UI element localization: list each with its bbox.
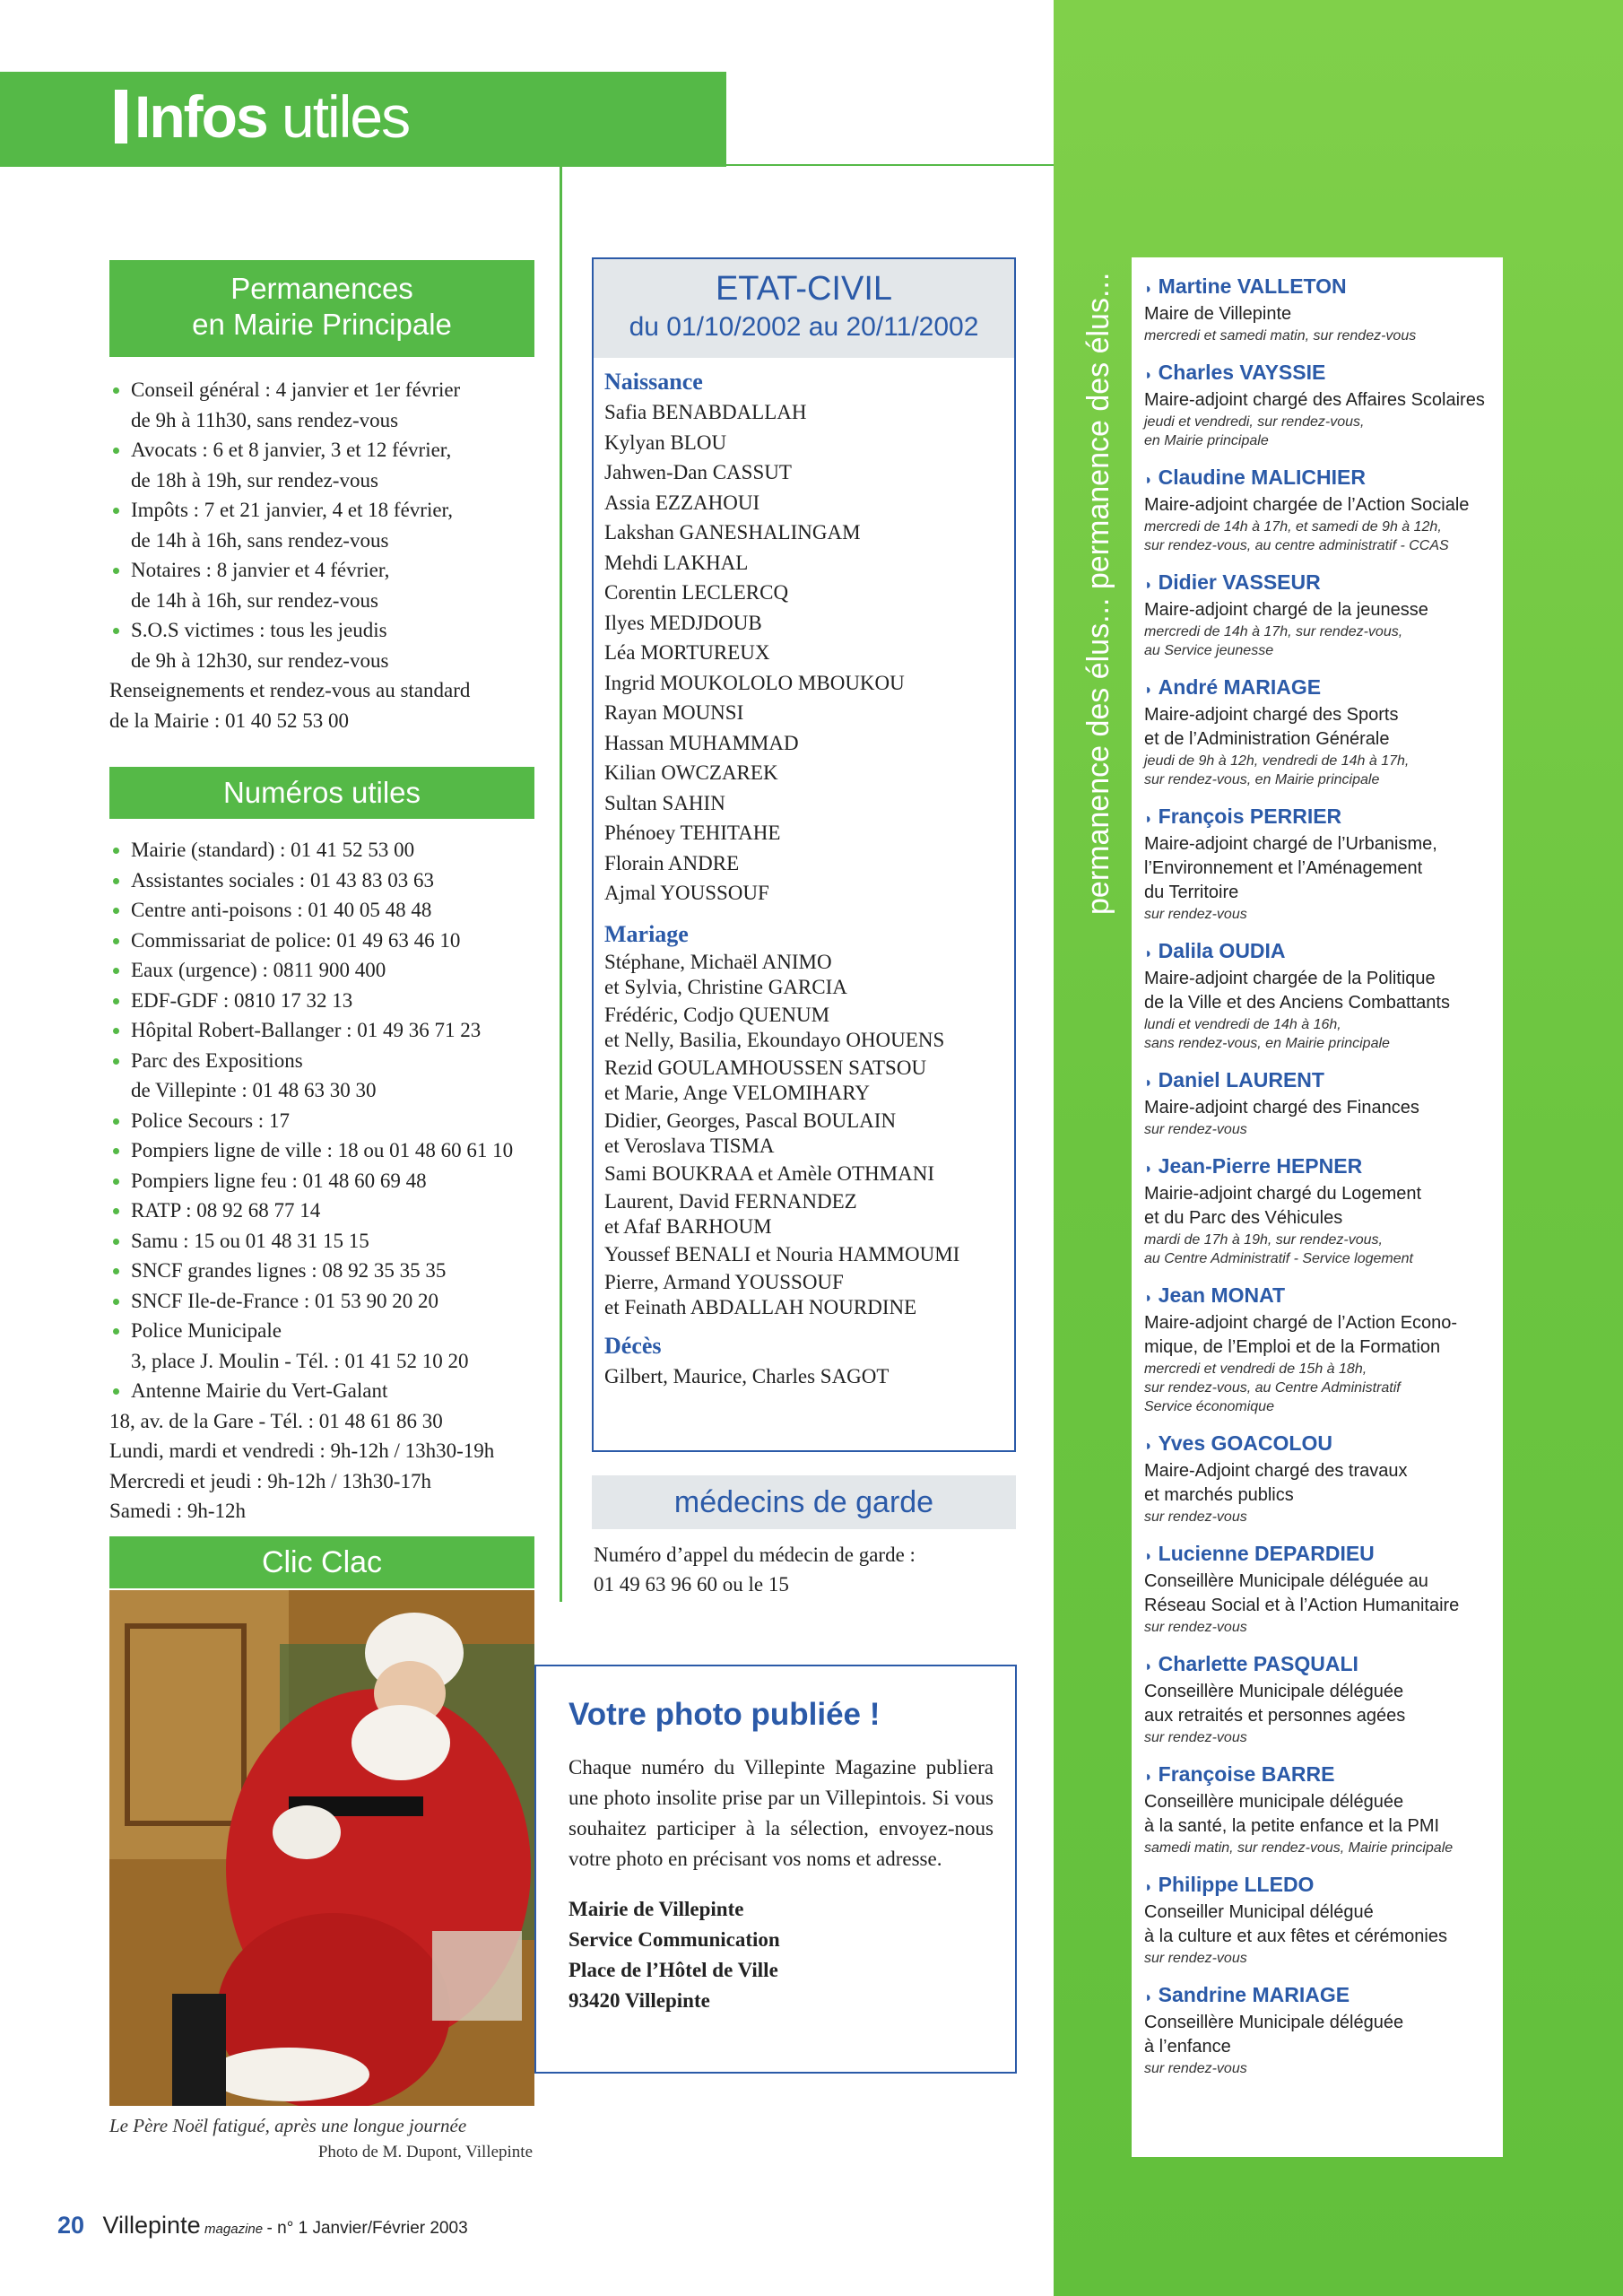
bullet-dot xyxy=(113,1058,119,1065)
numeros-list xyxy=(109,835,558,1526)
mariage-line2: et Nelly, Basilia, Ekoundayo OHOUENS xyxy=(604,1028,945,1051)
elu-role: Maire-adjoint chargé des Affaires Scolaires xyxy=(1144,390,1485,410)
elu-name xyxy=(1144,465,1490,493)
permanence-line2: de 14h à 16h, sur rendez-vous xyxy=(131,588,378,612)
mariage-title: Mariage xyxy=(604,920,689,947)
bullet-dot xyxy=(113,1118,119,1125)
elu-note: sur rendez-vous, au Centre Administratif xyxy=(1144,1380,1401,1396)
elu-role: Maire-adjoint chargée de l’Action Sociale xyxy=(1144,495,1470,515)
bullet-dot xyxy=(113,938,119,944)
elu-name xyxy=(1144,1541,1490,1570)
bullet-dot xyxy=(113,1028,119,1034)
elu-note: sur rendez-vous xyxy=(1144,2061,1247,2076)
elu-bullet-icon: ◗ xyxy=(1144,1291,1153,1306)
naissance-name: Rayan MOUNSI xyxy=(604,701,744,724)
mariage-item xyxy=(604,950,1003,1000)
numero-item xyxy=(109,1196,558,1226)
elu-item xyxy=(1144,804,1490,924)
elu-bullet-icon: ◗ xyxy=(1144,473,1153,488)
elu-note: au Service jeunesse xyxy=(1144,643,1274,658)
elu-item xyxy=(1144,1067,1490,1139)
bullet-dot xyxy=(113,568,119,574)
column-divider xyxy=(560,167,562,1602)
mariage-line1: Didier, Georges, Pascal BOULAIN xyxy=(604,1109,897,1132)
elu-bullet-icon: ◗ xyxy=(1144,282,1153,297)
elu-bullet-icon: ◗ xyxy=(1144,1549,1153,1564)
bullet-dot xyxy=(113,387,119,394)
elu-note: au Centre Administratif - Service logement xyxy=(1144,1251,1413,1266)
mariage-item xyxy=(604,1161,1003,1187)
numero-text: Pompiers ligne de ville : 18 ou 01 48 60 61 10 xyxy=(131,1139,514,1161)
numero-text: Pompiers ligne feu : 01 48 60 69 48 xyxy=(131,1169,427,1192)
elu-role: Conseillère Municipale déléguée xyxy=(1144,1682,1404,1701)
elu-note: sur rendez-vous xyxy=(1144,1122,1247,1137)
elu-note: sur rendez-vous xyxy=(1144,1509,1247,1525)
elu-name-text: Martine VALLETON xyxy=(1158,274,1347,298)
elu-name-text: Charles VAYSSIE xyxy=(1158,361,1326,384)
elu-role: Maire de Villepinte xyxy=(1144,304,1292,324)
elu-name-text: André MARIAGE xyxy=(1158,675,1322,699)
numero-text: EDF-GDF : 0810 17 32 13 xyxy=(131,988,353,1012)
bullet-dot xyxy=(113,508,119,514)
elu-note: mercredi et samedi matin, sur rendez-vous xyxy=(1144,328,1417,344)
elu-name-text: François PERRIER xyxy=(1158,804,1342,828)
elu-note: sur rendez-vous xyxy=(1144,1951,1247,1966)
elu-name xyxy=(1144,938,1490,967)
mariage-list xyxy=(604,950,1003,1320)
bullet-dot xyxy=(113,628,119,634)
permanence-item xyxy=(109,555,549,615)
elu-item xyxy=(1144,1872,1490,1968)
elu-role: et de l’Administration Générale xyxy=(1144,729,1390,749)
elu-item xyxy=(1144,1761,1490,1857)
mariage-item xyxy=(604,1242,1003,1267)
numero-text: Lundi, mardi et vendredi : 9h-12h / 13h30-19h xyxy=(109,1439,495,1462)
bullet-dot xyxy=(113,908,119,914)
naissance-name: Hassan MUHAMMAD xyxy=(604,731,799,754)
numero-text: Antenne Mairie du Vert-Galant xyxy=(131,1379,388,1402)
photo-credit: Photo de M. Dupont, Villepinte xyxy=(317,2143,533,2161)
naissance-name: Assia EZZAHOUI xyxy=(604,491,760,514)
bullet-dot xyxy=(113,1178,119,1185)
bullet-dot xyxy=(113,448,119,454)
elu-role: aux retraités et personnes agées xyxy=(1144,1706,1406,1726)
permanence-line2: de 9h à 12h30, sur rendez-vous xyxy=(131,648,389,672)
elu-role: Maire-adjoint chargé de l’Action Econo- xyxy=(1144,1313,1458,1333)
elu-note: mercredi et vendredi de 15h à 18h, xyxy=(1144,1361,1367,1377)
elu-note: sans rendez-vous, en Mairie principale xyxy=(1144,1036,1390,1051)
naissance-name: Ilyes MEDJDOUB xyxy=(604,611,762,634)
photo-publiee-box xyxy=(534,1665,1017,2074)
elu-role: Conseillère Municipale déléguée au xyxy=(1144,1571,1428,1591)
elu-name-text: Daniel LAURENT xyxy=(1158,1068,1324,1091)
naissance-name: Sultan SAHIN xyxy=(604,791,725,814)
elu-note: mercredi de 14h à 17h, sur rendez-vous, xyxy=(1144,624,1403,639)
mariage-line1: Frédéric, Codjo QUENUM xyxy=(604,1003,830,1026)
permanence-line2: de 9h à 11h30, sans rendez-vous xyxy=(131,408,399,431)
bullet-dot xyxy=(113,1268,119,1274)
elu-note: sur rendez-vous xyxy=(1144,1620,1247,1635)
footer xyxy=(57,2212,468,2239)
deces-name: Gilbert, Maurice, Charles SAGOT xyxy=(604,1364,890,1387)
address-line: 93420 Villepinte xyxy=(568,1989,710,2012)
bullet-dot xyxy=(113,968,119,974)
elu-item xyxy=(1144,1431,1490,1526)
elu-note: lundi et vendredi de 14h à 16h, xyxy=(1144,1017,1341,1032)
mariage-line2: et Afaf BARHOUM xyxy=(604,1214,772,1238)
permanence-line2: de 18h à 19h, sur rendez-vous xyxy=(131,468,378,491)
elu-role: à la culture et aux fêtes et cérémonies xyxy=(1144,1926,1447,1946)
naissance-name: Phénoey TEHITAHE xyxy=(604,822,781,844)
santa-illustration xyxy=(109,1590,534,2106)
elu-item xyxy=(1144,938,1490,1053)
elu-bullet-icon: ◗ xyxy=(1144,1990,1153,2005)
elu-role: et marchés publics xyxy=(1144,1485,1294,1505)
elu-name-text: Yves GOACOLOU xyxy=(1158,1431,1332,1455)
elu-role: Maire-adjoint chargé des Finances xyxy=(1144,1098,1419,1118)
elu-note: jeudi et vendredi, sur rendez-vous, xyxy=(1144,414,1365,430)
elu-item xyxy=(1144,465,1490,555)
elu-bullet-icon: ◗ xyxy=(1144,1659,1153,1674)
mariage-line1: Laurent, David FERNANDEZ xyxy=(604,1189,857,1213)
mariage-item xyxy=(604,1189,1003,1239)
address-line: Mairie de Villepinte xyxy=(568,1898,744,1920)
page-title-bold: Infos xyxy=(135,83,267,150)
elu-name xyxy=(1144,570,1490,598)
numero-text: Hôpital Robert-Ballanger : 01 49 36 71 23 xyxy=(131,1019,482,1041)
mariage-line2: et Veroslava TISMA xyxy=(604,1134,775,1157)
numero-item xyxy=(109,1406,558,1437)
elu-name-text: Charlette PASQUALI xyxy=(1158,1652,1358,1675)
elu-item xyxy=(1144,1982,1490,2078)
medecins-heading: médecins de garde xyxy=(592,1475,1016,1529)
naissance-name: Léa MORTUREUX xyxy=(604,641,770,664)
mariage-line2: et Feinath ABDALLAH NOURDINE xyxy=(604,1295,917,1318)
permanence-item xyxy=(109,495,549,555)
naissance-name: Mehdi LAKHAL xyxy=(604,551,749,574)
renseignements-line1: Renseignements et rendez-vous au standard xyxy=(109,679,471,701)
elu-role: Conseillère Municipale déléguée xyxy=(1144,2013,1404,2032)
mariage-line1: Stéphane, Michaël ANIMO xyxy=(604,950,832,973)
numeros-heading: Numéros utiles xyxy=(109,767,534,819)
etat-civil-header xyxy=(594,259,1014,358)
permanence-line1: Avocats : 6 et 8 janvier, 3 et 12 février, xyxy=(131,439,452,461)
numero-text: de Villepinte : 01 48 63 30 30 xyxy=(131,1079,377,1101)
permanences-heading xyxy=(109,260,534,357)
elu-name-text: Claudine MALICHIER xyxy=(1158,465,1366,489)
etat-civil-title: ETAT-CIVIL xyxy=(715,270,893,308)
elu-bullet-icon: ◗ xyxy=(1144,1880,1153,1895)
elu-note: mercredi de 14h à 17h, et samedi de 9h à 12h, xyxy=(1144,519,1442,535)
elu-role: à l’enfance xyxy=(1144,2037,1231,2057)
numero-text: SNCF Ile-de-France : 01 53 90 20 20 xyxy=(131,1289,439,1312)
elu-item xyxy=(1144,1651,1490,1747)
numero-text: Assistantes sociales : 01 43 83 03 63 xyxy=(131,868,434,891)
elu-bullet-icon: ◗ xyxy=(1144,946,1153,961)
naissance-name: Corentin LECLERCQ xyxy=(604,581,789,604)
permanence-item xyxy=(109,435,549,495)
bullet-dot xyxy=(113,1388,119,1395)
elu-role: Maire-adjoint chargé de la jeunesse xyxy=(1144,600,1428,620)
numero-item xyxy=(109,926,558,956)
elu-bullet-icon: ◗ xyxy=(1144,1770,1153,1785)
mariage-line1: Pierre, Armand YOUSSOUF xyxy=(604,1270,844,1293)
medecins-text-line2: 01 49 63 96 60 ou le 15 xyxy=(594,1573,789,1596)
permanences-heading-line1: Permanences xyxy=(230,272,413,305)
elu-role: Réseau Social et à l’Action Humanitaire xyxy=(1144,1596,1460,1615)
clic-clac-heading: Clic Clac xyxy=(109,1536,534,1588)
numero-text: Mercredi et jeudi : 9h-12h / 13h30-17h xyxy=(109,1469,431,1492)
naissance-name: Jahwen-Dan CASSUT xyxy=(604,461,792,483)
deces-title: Décès xyxy=(604,1332,662,1359)
elu-note: sur rendez-vous, en Mairie principale xyxy=(1144,772,1380,787)
numero-text: Centre anti-poisons : 01 40 05 48 48 xyxy=(131,899,432,921)
elu-name xyxy=(1144,360,1490,388)
mariage-line1: Youssef BENALI et Nouria HAMMOUMI xyxy=(604,1242,960,1265)
numero-text: Commissariat de police: 01 49 63 46 10 xyxy=(131,928,461,952)
mariage-line1: Rezid GOULAMHOUSSEN SATSOU xyxy=(604,1056,927,1079)
bullet-dot xyxy=(113,998,119,1004)
elu-note: en Mairie principale xyxy=(1144,433,1269,448)
medecins-text-line1: Numéro d’appel du médecin de garde : xyxy=(594,1544,916,1566)
photo-publiee-text: Chaque numéro du Villepinte Magazine publiera une photo insolite prise par un Villepintois. Si vous souhaitez participer à la sélection, envoyez-nous votre photo en précisant vos noms et adresse. xyxy=(568,1756,994,1870)
numero-item xyxy=(109,1046,558,1076)
naissance-title: Naissance xyxy=(604,369,703,395)
numero-text: Eaux (urgence) : 0811 900 400 xyxy=(131,959,386,981)
photo-publiee-address xyxy=(568,1894,994,2016)
numero-item xyxy=(109,1286,558,1317)
elu-name-text: Françoise BARRE xyxy=(1158,1762,1335,1786)
numero-text: Parc des Expositions xyxy=(131,1048,303,1072)
mariage-item xyxy=(604,1056,1003,1106)
naissance-name: Kylyan BLOU xyxy=(604,430,727,454)
numero-item xyxy=(109,1015,558,1046)
header-rule xyxy=(726,164,1054,166)
elu-name-text: Dalila OUDIA xyxy=(1158,939,1286,962)
elu-role: Conseiller Municipal délégué xyxy=(1144,1902,1374,1922)
naissance-name: Lakshan GANESHALINGAM xyxy=(604,521,861,544)
numero-item xyxy=(109,1075,558,1106)
elu-name xyxy=(1144,1067,1490,1096)
permanence-line2: de 14h à 16h, sans rendez-vous xyxy=(131,528,389,552)
elu-note: sur rendez-vous xyxy=(1144,907,1247,922)
elu-item xyxy=(1144,360,1490,450)
elu-role: mique, de l’Emploi et de la Formation xyxy=(1144,1337,1441,1357)
numero-item xyxy=(109,835,558,865)
elu-name-text: Jean-Pierre HEPNER xyxy=(1158,1154,1363,1178)
deces-list xyxy=(604,1361,1003,1392)
permanence-line1: S.O.S victimes : tous les jeudis xyxy=(131,619,387,641)
elu-note: jeudi de 9h à 12h, vendredi de 14h à 17h, xyxy=(1144,753,1410,769)
renseignements-line2: de la Mairie : 01 40 52 53 00 xyxy=(109,709,350,732)
numero-item xyxy=(109,1496,558,1526)
footer-issue: - n° 1 Janvier/Février 2003 xyxy=(266,2219,468,2238)
elus-vertical-heading: permanence des élus... permanence des élus... xyxy=(1081,272,1115,915)
mariage-line2: et Sylvia, Christine GARCIA xyxy=(604,975,847,998)
numero-item xyxy=(109,895,558,926)
elus-list-box xyxy=(1132,257,1503,2157)
permanence-item xyxy=(109,615,549,675)
naissance-name: Florain ANDRE xyxy=(604,851,740,874)
mariage-item xyxy=(604,1003,1003,1053)
mariage-line1: Sami BOUKRAA et Amèle OTHMANI xyxy=(604,1161,934,1185)
elu-item xyxy=(1144,1283,1490,1416)
permanence-line1: Impôts : 7 et 21 janvier, 4 et 18 février, xyxy=(131,499,454,521)
bullet-dot xyxy=(113,1239,119,1245)
permanences-list xyxy=(109,375,549,735)
numero-item xyxy=(109,955,558,986)
numero-text: Police Secours : 17 xyxy=(131,1109,290,1132)
elu-name xyxy=(1144,674,1490,703)
permanence-line1: Conseil général : 4 janvier et 1er février xyxy=(131,378,461,401)
elu-name-text: Jean MONAT xyxy=(1158,1283,1286,1307)
naissance-name: Ajmal YOUSSOUF xyxy=(604,882,769,904)
naissance-list xyxy=(604,397,1003,909)
elu-name-text: Philippe LLEDO xyxy=(1158,1873,1315,1896)
elu-role: Maire-adjoint chargé de l’Urbanisme, xyxy=(1144,834,1437,854)
numero-item xyxy=(109,1346,558,1377)
elu-name xyxy=(1144,1872,1490,1900)
elu-item xyxy=(1144,1541,1490,1637)
elu-name-text: Didier VASSEUR xyxy=(1158,570,1321,594)
numero-text: Samedi : 9h-12h xyxy=(109,1500,247,1522)
elu-bullet-icon: ◗ xyxy=(1144,368,1153,383)
elu-note: Service économique xyxy=(1144,1399,1274,1414)
numero-item xyxy=(109,1376,558,1406)
numero-item xyxy=(109,1166,558,1196)
elu-role: et du Parc des Véhicules xyxy=(1144,1208,1343,1228)
elu-name xyxy=(1144,274,1490,302)
elu-role: à la santé, la petite enfance et la PMI xyxy=(1144,1816,1440,1836)
numero-item xyxy=(109,986,558,1016)
bullet-dot xyxy=(113,848,119,854)
numero-item xyxy=(109,1135,558,1166)
etat-civil-box xyxy=(592,257,1016,1452)
address-line: Place de l’Hôtel de Ville xyxy=(568,1959,778,1981)
elu-bullet-icon: ◗ xyxy=(1144,578,1153,593)
naissance-name: Ingrid MOUKOLOLO MBOUKOU xyxy=(604,671,905,694)
elu-bullet-icon: ◗ xyxy=(1144,1161,1153,1177)
numero-text: 18, av. de la Gare - Tél. : 01 48 61 86 30 xyxy=(109,1409,443,1432)
elu-role: l’Environnement et l’Aménagement xyxy=(1144,858,1423,878)
naissance-name: Safia BENABDALLAH xyxy=(604,401,807,423)
elu-bullet-icon: ◗ xyxy=(1144,1439,1153,1454)
naissance-name: Kilian OWCZAREK xyxy=(604,761,778,784)
bullet-dot xyxy=(113,1328,119,1335)
elu-bullet-icon: ◗ xyxy=(1144,1075,1153,1091)
elu-role: Maire-adjoint chargée de la Politique xyxy=(1144,969,1436,988)
elu-note: mardi de 17h à 19h, sur rendez-vous, xyxy=(1144,1232,1383,1248)
medecins-text xyxy=(594,1540,1015,1599)
numero-text: Samu : 15 ou 01 48 31 15 15 xyxy=(131,1229,369,1252)
page-title-light: utiles xyxy=(282,83,410,150)
numero-item xyxy=(109,1226,558,1257)
bullet-dot xyxy=(113,878,119,884)
elu-bullet-icon: ◗ xyxy=(1144,812,1153,827)
elu-name-text: Lucienne DEPARDIEU xyxy=(1158,1542,1375,1565)
santa-photo xyxy=(109,1590,534,2106)
bullet-dot xyxy=(113,1299,119,1305)
elu-name xyxy=(1144,1651,1490,1680)
numero-text: Mairie (standard) : 01 41 52 53 00 xyxy=(131,839,415,861)
elu-item xyxy=(1144,674,1490,789)
numero-text: 3, place J. Moulin - Tél. : 01 41 52 10 20 xyxy=(131,1349,469,1372)
elu-role: Maire-Adjoint chargé des travaux xyxy=(1144,1461,1408,1481)
elu-note: sur rendez-vous, au centre administratif - CCAS xyxy=(1144,538,1449,553)
elu-item xyxy=(1144,570,1490,660)
permanence-item xyxy=(109,375,549,435)
etat-civil-body xyxy=(594,358,1014,1391)
elu-role: de la Ville et des Anciens Combattants xyxy=(1144,993,1450,1013)
photo-caption: Le Père Noël fatigué, après une longue journée xyxy=(109,2115,467,2136)
elu-name xyxy=(1144,1761,1490,1790)
elu-role: Maire-adjoint chargé des Sports xyxy=(1144,705,1399,725)
elu-name xyxy=(1144,1283,1490,1311)
numero-item xyxy=(109,1466,558,1497)
elu-note: sur rendez-vous xyxy=(1144,1730,1247,1745)
elu-name xyxy=(1144,1431,1490,1459)
mariage-item xyxy=(604,1109,1003,1159)
bullet-dot xyxy=(113,1208,119,1214)
footer-magazine-word: magazine xyxy=(204,2222,264,2237)
elu-bullet-icon: ◗ xyxy=(1144,683,1153,698)
numero-text: SNCF grandes lignes : 08 92 35 35 35 xyxy=(131,1259,447,1282)
permanences-heading-line2: en Mairie Principale xyxy=(192,308,452,341)
numero-text: Police Municipale xyxy=(131,1319,282,1342)
elu-name xyxy=(1144,804,1490,832)
numero-item xyxy=(109,1106,558,1136)
mariage-line2: et Marie, Ange VELOMIHARY xyxy=(604,1081,870,1104)
photo-publiee-title: Votre photo publiée ! xyxy=(568,1697,881,1732)
elu-name xyxy=(1144,1153,1490,1182)
elu-item xyxy=(1144,274,1490,345)
numero-text: RATP : 08 92 68 77 14 xyxy=(131,1199,321,1222)
elu-item xyxy=(1144,1153,1490,1268)
elu-note: samedi matin, sur rendez-vous, Mairie principale xyxy=(1144,1840,1454,1856)
mariage-item xyxy=(604,1270,1003,1320)
etat-civil-dates: du 01/10/2002 au 20/11/2002 xyxy=(629,312,979,342)
numero-item xyxy=(109,1436,558,1466)
elu-role: du Territoire xyxy=(1144,883,1239,902)
permanence-line1: Notaires : 8 janvier et 4 février, xyxy=(131,559,390,581)
numero-item xyxy=(109,1316,558,1346)
elu-name xyxy=(1144,1982,1490,2011)
footer-magazine-name: Villepinte xyxy=(102,2212,201,2239)
bullet-dot xyxy=(113,1148,119,1154)
page-title xyxy=(135,83,409,151)
numero-item xyxy=(109,865,558,896)
address-line: Service Communication xyxy=(568,1928,780,1951)
elu-role: Conseillère municipale déléguée xyxy=(1144,1792,1404,1812)
header-bar-mark xyxy=(115,90,127,144)
numero-item xyxy=(109,1256,558,1286)
page-number: 20 xyxy=(57,2212,85,2239)
elu-name-text: Sandrine MARIAGE xyxy=(1158,1983,1350,2006)
elu-role: Mairie-adjoint chargé du Logement xyxy=(1144,1184,1422,1204)
